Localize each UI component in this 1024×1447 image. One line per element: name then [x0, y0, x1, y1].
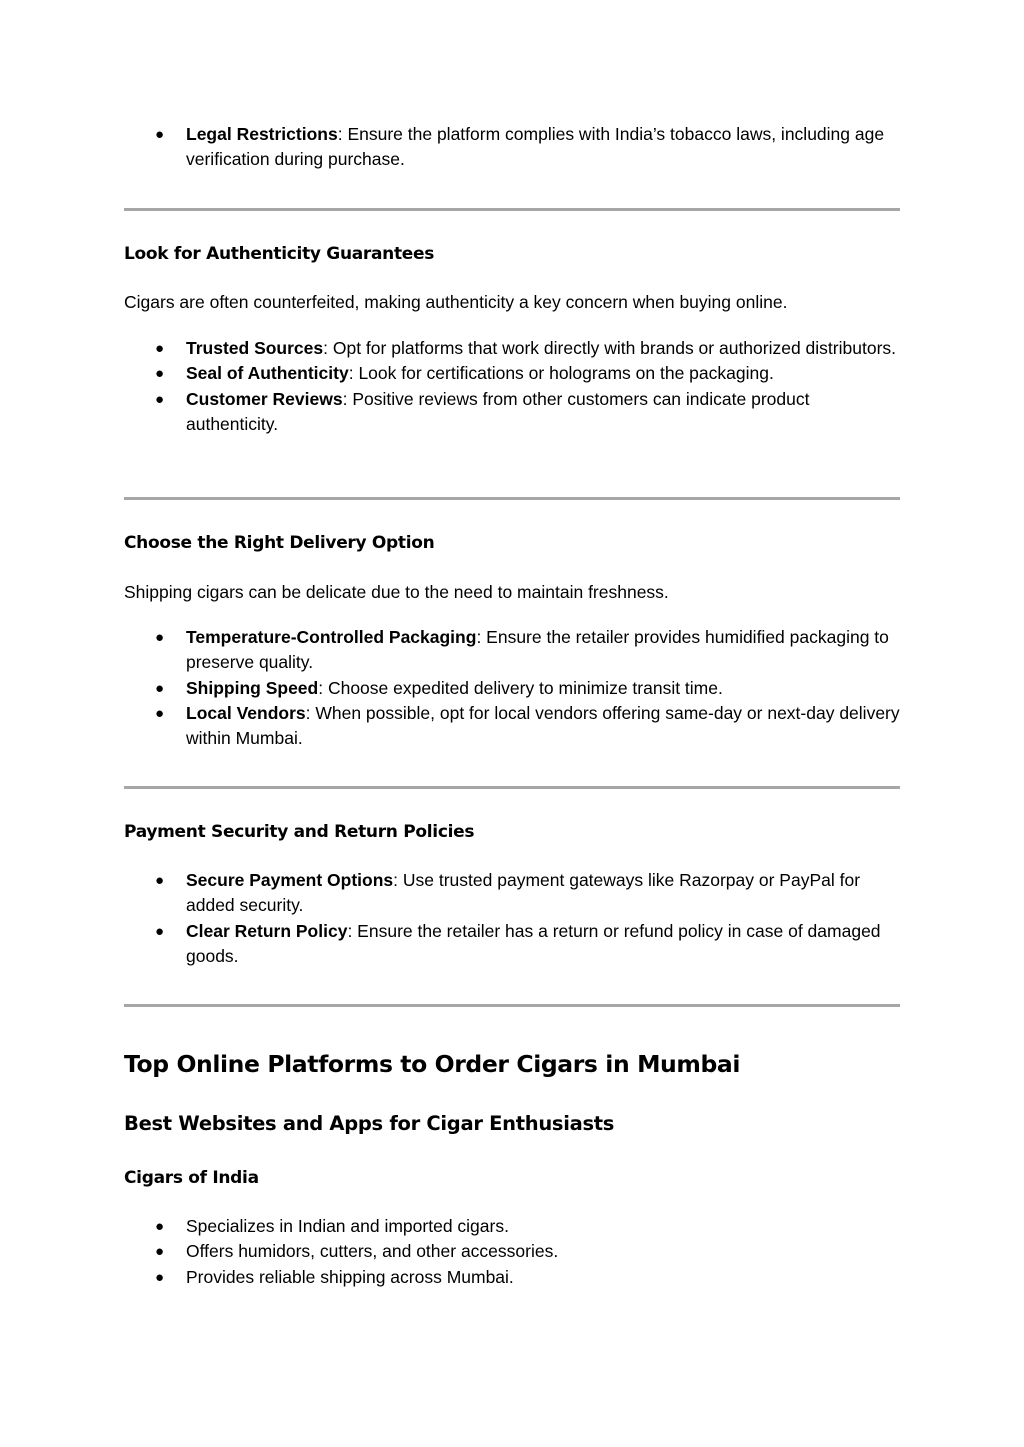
- list-item: [0, 122, 1024, 173]
- list-item-term: Local Vendors: [186, 702, 306, 723]
- list-item-text: : Choose expedited delivery to minimize transit time.: [318, 677, 723, 698]
- list-item-term: Temperature-Controlled Packaging: [186, 627, 477, 647]
- bullet-icon: ●: [155, 1268, 165, 1286]
- list-item-text: Offers humidors, cutters, and other accessories.: [186, 1241, 559, 1262]
- list-item: [0, 336, 1024, 361]
- bullet-icon: ●: [155, 1243, 165, 1261]
- legal-list: [0, 122, 1024, 173]
- list-item-text: : Use trusted payment gateways like Razorpay or PayPal for added security.: [186, 870, 861, 916]
- list-item: [0, 1265, 1024, 1290]
- section-intro-delivery: Shipping cigars can be delicate due to the need to maintain freshness.: [124, 582, 669, 602]
- bullet-icon: ●: [155, 629, 165, 646]
- delivery-list: [0, 625, 1024, 751]
- list-item: [0, 1239, 1024, 1264]
- list-item-term: Customer Reviews: [186, 388, 343, 409]
- list-item: [0, 868, 1024, 919]
- bullet-icon: ●: [155, 365, 165, 383]
- list-item-text: : Positive reviews from other customers can indicate product authenticity.: [186, 388, 810, 434]
- list-item: [0, 361, 1024, 386]
- payment-list: [0, 868, 1024, 969]
- section-divider: [124, 786, 900, 789]
- section-divider: [124, 208, 900, 211]
- authenticity-list: [0, 336, 1024, 437]
- list-item-text: : Look for certifications or holograms on the packaging.: [348, 363, 774, 384]
- list-item-text: : When possible, opt for local vendors offering same-day or next-day delivery within Mumbai.: [186, 702, 900, 749]
- vendor-name: Cigars of India: [124, 1168, 259, 1188]
- vendor-features-list: [0, 1214, 1024, 1290]
- list-item: [0, 701, 1024, 752]
- list-item: [0, 676, 1024, 701]
- bullet-icon: ●: [155, 390, 165, 408]
- list-item-text: Specializes in Indian and imported cigars.: [186, 1216, 509, 1236]
- bullet-icon: ●: [155, 872, 165, 889]
- list-item: [0, 387, 1024, 438]
- list-item: [0, 625, 1024, 676]
- section-intro-authenticity: Cigars are often counterfeited, making authenticity a key concern when buying online.: [124, 292, 788, 312]
- bullet-icon: ●: [155, 704, 165, 722]
- bullet-icon: ●: [155, 922, 165, 940]
- bullet-icon: ●: [155, 1218, 165, 1235]
- list-item-term: Secure Payment Options: [186, 870, 394, 890]
- bullet-icon: ●: [155, 340, 165, 357]
- list-item: [0, 1214, 1024, 1239]
- section-heading-authenticity: Look for Authenticity Guarantees: [124, 244, 435, 264]
- section-heading-payment: Payment Security and Return Policies: [124, 822, 475, 842]
- list-item-text: : Ensure the retailer has a return or refund policy in case of damaged goods.: [186, 920, 881, 966]
- bullet-icon: ●: [155, 126, 165, 143]
- list-item-text: : Ensure the platform complies with India’s tobacco laws, including age verification during purchase.: [186, 124, 885, 170]
- list-item-text: Provides reliable shipping across Mumbai.: [186, 1266, 514, 1287]
- list-item-term: Legal Restrictions: [186, 124, 338, 144]
- list-item-text: : Ensure the retailer provides humidified packaging to preserve quality.: [186, 627, 889, 673]
- section-heading-delivery: Choose the Right Delivery Option: [124, 533, 435, 553]
- list-item: [0, 919, 1024, 970]
- page-title-platforms: Top Online Platforms to Order Cigars in Mumbai: [124, 1050, 741, 1078]
- section-heading-websites: Best Websites and Apps for Cigar Enthusiasts: [124, 1112, 615, 1135]
- list-item-text: : Opt for platforms that work directly with brands or authorized distributors.: [323, 338, 897, 358]
- list-item-term: Seal of Authenticity: [186, 363, 349, 384]
- list-item-term: Trusted Sources: [186, 338, 324, 358]
- list-item-term: Clear Return Policy: [186, 920, 348, 941]
- section-divider: [124, 497, 900, 500]
- list-item-term: Shipping Speed: [186, 677, 319, 698]
- bullet-icon: ●: [155, 679, 165, 697]
- section-divider: [124, 1004, 900, 1007]
